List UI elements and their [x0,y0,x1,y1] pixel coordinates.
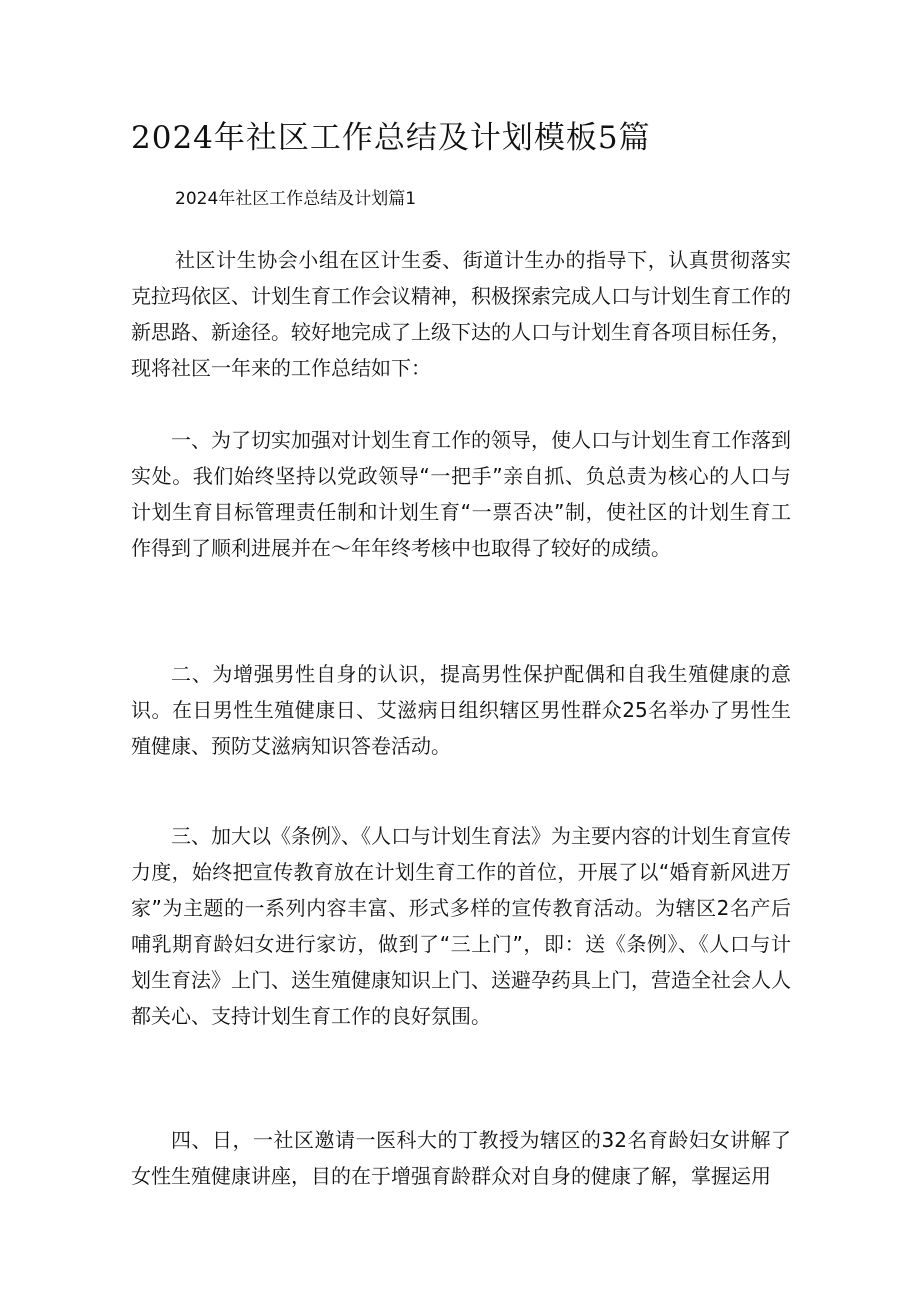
paragraph-intro: 社区计生协会小组在区计生委、街道计生办的指导下，认真贯彻落实克拉玛依区、计划生育工作会议精神，积极探索完成人口与计划生育工作的新思路、新途径。较好地完成了上级下达的人口与计划生育各项目标任务，现将社区一年来的工作总结如下： [131,248,791,380]
paragraph-item-3: 三、加大以《条例》、《人口与计划生育法》为主要内容的计划生育宣传力度，始终把宣传教育放在计划生育工作的首位，开展了以“婚育新风进万家”为主题的一系列内容丰富、形式多样的宣传教育活动。为辖区2名产后哺乳期育龄妇女进行家访，做到了“三上门”，即：送《条例》、《人口与计划生育法》上门、送生殖健康知识上门、送避孕药具上门，营造全社会人人都关心、支持计划生育工作的良好氛围。 [131,824,791,1028]
paragraph-item-1: 一、为了切实加强对计划生育工作的领导，使人口与计划生育工作落到实处。我们始终坚持以党政领导“一把手”亲自抓、负总责为核心的人口与计划生育目标管理责任制和计划生育“一票否决”制，使社区的计划生育工作得到了顺利进展并在～年年终考核中也取得了较好的成绩。 [131,428,791,560]
paragraph-item-4: 四、日，一社区邀请一医科大的丁教授为辖区的32名育龄妇女讲解了女性生殖健康讲座，目的在于增强育龄群众对自身的健康了解，掌握运用 [131,1128,791,1188]
document-title: 2024年社区工作总结及计划模板5篇 [131,120,651,156]
section-heading: 2024年社区工作总结及计划篇1 [175,189,417,209]
paragraph-item-2: 二、为增强男性自身的认识，提高男性保护配偶和自我生殖健康的意识。在日男性生殖健康日、艾滋病日组织辖区男性群众25名举办了男性生殖健康、预防艾滋病知识答卷活动。 [131,662,791,758]
